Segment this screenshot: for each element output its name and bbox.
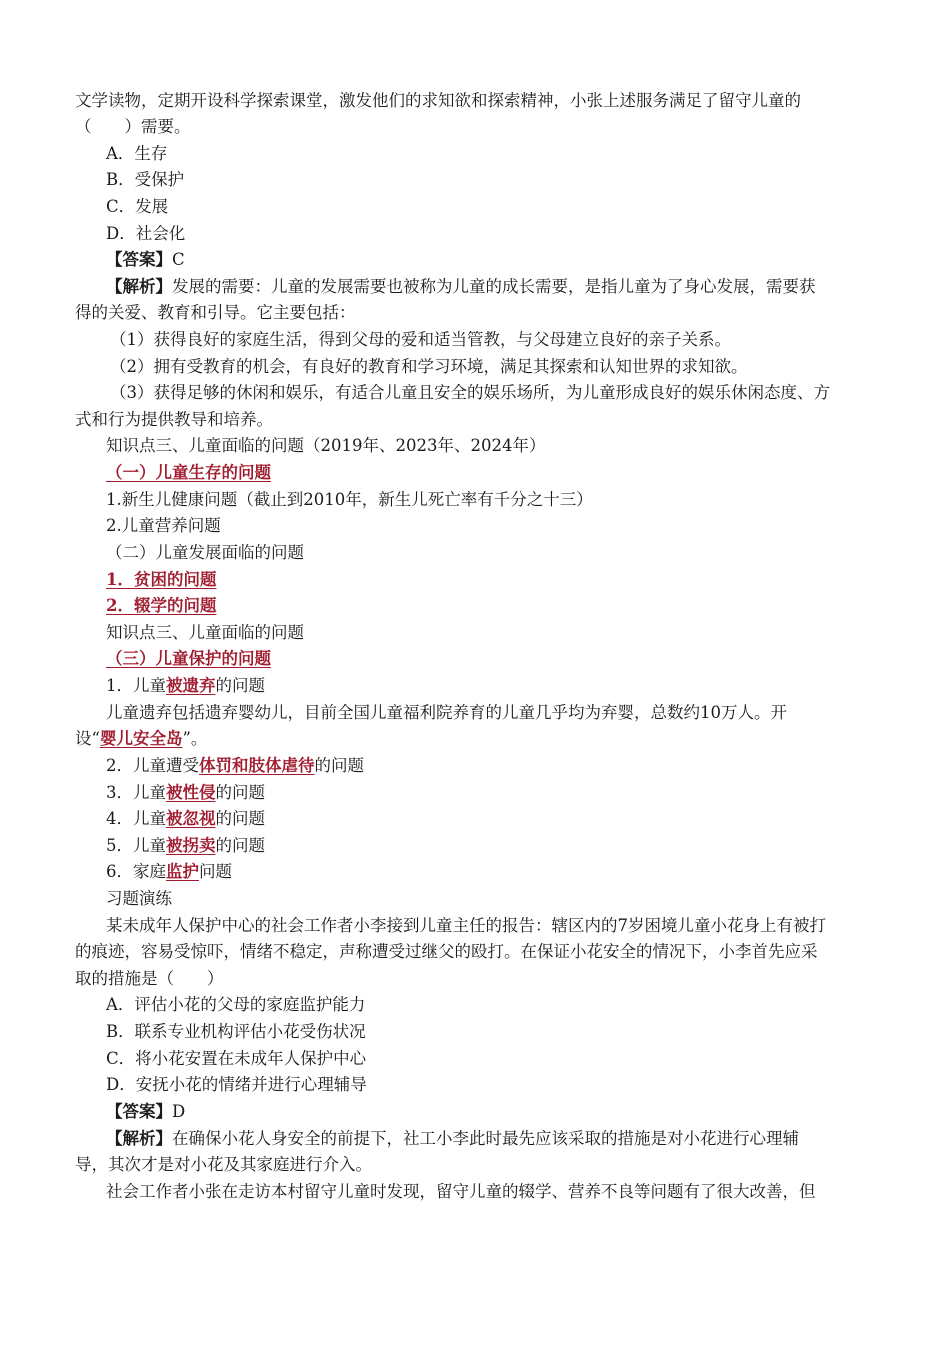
- question-stem: 某未成年人保护中心的社会工作者小李接到儿童主任的报告：辖区内的7岁困境儿童小花身上有被打: [106, 916, 826, 935]
- keyword: 被拐卖: [166, 836, 216, 855]
- answer-line: [106, 247, 950, 273]
- keyword: 被性侵: [166, 783, 216, 802]
- answer-value: C: [172, 250, 185, 269]
- keyword: 体罚和肢体虐待: [199, 756, 315, 775]
- analysis-label: 【解析】: [106, 277, 172, 296]
- list-item: 4．儿童被忽视的问题: [106, 809, 265, 828]
- list-item: 3．儿童被性侵的问题: [106, 783, 265, 802]
- keyword: 被遗弃: [166, 676, 216, 695]
- subsection-heading: （三）儿童保护的问题: [106, 649, 271, 668]
- analysis-point: （3）获得足够的休闲和娱乐，有适合儿童且安全的娱乐场所，为儿童形成良好的娱乐休闲态度、方: [110, 383, 830, 402]
- list-item: 1.新生儿健康问题（截止到2010年，新生儿死亡率有千分之十三）: [106, 490, 593, 509]
- section-heading: 知识点三、儿童面临的问题: [106, 623, 304, 642]
- paragraph-line: 设“婴儿安全岛”。: [75, 729, 208, 748]
- analysis-point: （1）获得良好的家庭生活，得到父母的爱和适当管教，与父母建立良好的亲子关系。: [110, 330, 731, 349]
- option-b: B．受保护: [106, 170, 185, 189]
- subsection-heading: （一）儿童生存的问题: [106, 463, 271, 482]
- analysis-label: 【解析】: [106, 1129, 172, 1148]
- answer-value: D: [172, 1102, 186, 1121]
- analysis-line: 【解析】发展的需要：儿童的发展需要也被称为儿童的成长需要，是指儿童为了身心发展，需要获: [106, 277, 816, 296]
- keyword: 婴儿安全岛: [99, 729, 183, 748]
- question-stem: 社会工作者小张在走访本村留守儿童时发现，留守儿童的辍学、营养不良等问题有了很大改善，但: [106, 1182, 816, 1201]
- option-a: A．生存: [106, 144, 168, 163]
- option-c: C．将小花安置在未成年人保护中心: [106, 1049, 367, 1068]
- list-item: 2．辍学的问题: [106, 596, 217, 615]
- analysis-line: 【解析】在确保小花人身安全的前提下，社工小李此时最先应该采取的措施是对小花进行心理辅: [106, 1129, 799, 1148]
- list-item: 6．家庭监护问题: [106, 862, 232, 881]
- question-stem: 的痕迹，容易受惊吓，情绪不稳定，声称遭受过继父的殴打。在保证小花安全的情况下，小李首先应采: [75, 942, 818, 961]
- keyword: 监护: [166, 862, 199, 881]
- list-item: 2.儿童营养问题: [106, 516, 221, 535]
- analysis-line: 得的关爱、教育和引导。它主要包括：: [75, 303, 356, 322]
- subsection-heading: （二）儿童发展面临的问题: [106, 543, 304, 562]
- list-item: 1．儿童被遗弃的问题: [106, 676, 265, 695]
- question-stem: 取的措施是（ ）: [75, 969, 224, 988]
- question-stem: 文学读物，定期开设科学探索课堂，激发他们的求知欲和探索精神，小张上述服务满足了留守儿童的: [75, 91, 801, 110]
- option-d: D．社会化: [106, 224, 186, 243]
- option-a: A．评估小花的父母的家庭监护能力: [106, 995, 366, 1014]
- option-d: D．安抚小花的情绪并进行心理辅导: [106, 1075, 367, 1094]
- answer-label: 【答案】: [106, 250, 172, 269]
- list-item: 5．儿童被拐卖的问题: [106, 836, 265, 855]
- question-stem: （ ）需要。: [75, 117, 191, 136]
- analysis-point: 式和行为提供教导和培养。: [75, 410, 273, 429]
- analysis-point: （2）拥有受教育的机会，有良好的教育和学习环境，满足其探索和认知世界的求知欲。: [110, 357, 748, 376]
- section-heading: 知识点三、儿童面临的问题（2019年、2023年、2024年）: [106, 436, 546, 455]
- answer-label: 【答案】: [106, 1102, 172, 1121]
- practice-title: 习题演练: [106, 889, 172, 908]
- paragraph-line: 儿童遗弃包括遗弃婴幼儿，目前全国儿童福利院养育的儿童几乎均为弃婴，总数约10万人。开: [106, 703, 787, 722]
- list-item: 2．儿童遭受体罚和肢体虐待的问题: [106, 756, 364, 775]
- analysis-line: 导，其次才是对小花及其家庭进行介入。: [75, 1155, 372, 1174]
- option-c: C．发展: [106, 197, 169, 216]
- keyword: 被忽视: [166, 809, 216, 828]
- list-item: 1．贫困的问题: [106, 570, 217, 589]
- answer-line: [106, 1099, 950, 1125]
- option-b: B．联系专业机构评估小花受伤状况: [106, 1022, 366, 1041]
